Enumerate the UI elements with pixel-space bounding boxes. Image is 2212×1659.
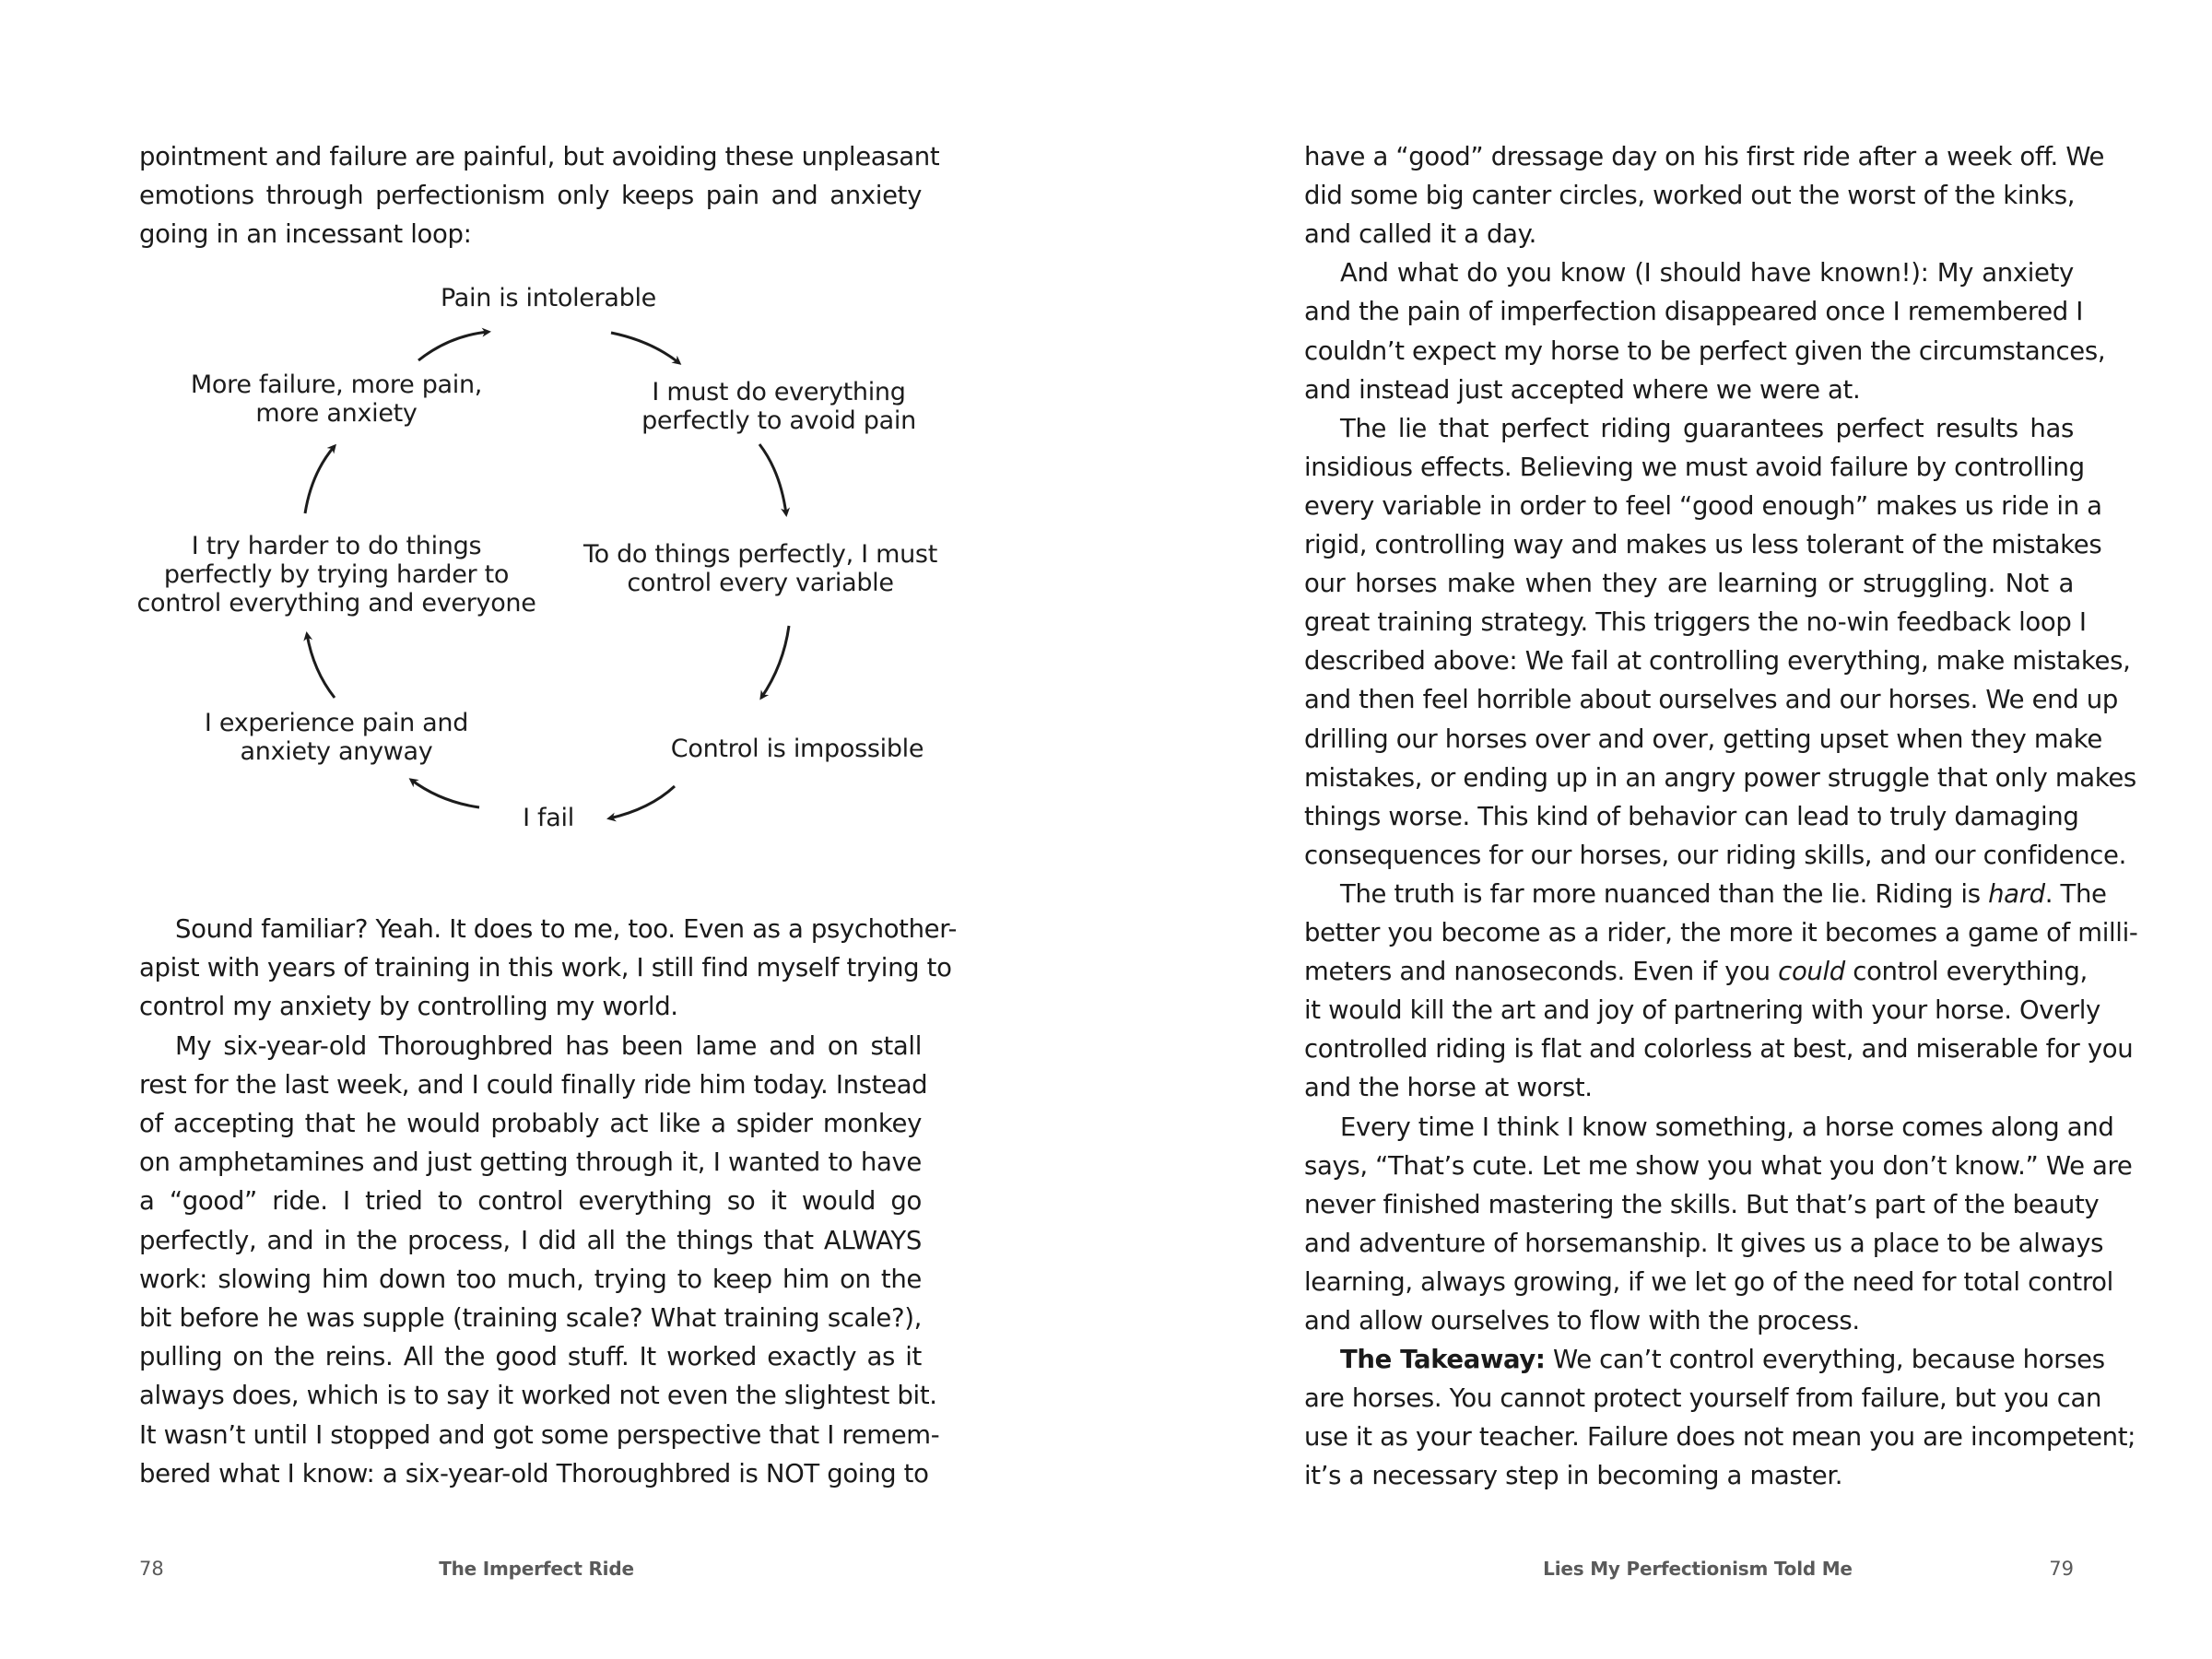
text-line: it would kill the art and joy of partnering with your horse. Overly [1304, 995, 2100, 1026]
text-line: described above: We fail at controlling everything, make mistakes, [1304, 646, 2131, 677]
text-line: And what do you know (I should have known!): My anxiety [1340, 258, 2074, 288]
emphasis: could [1778, 957, 1845, 987]
text-line: of accepting that he would probably act like a spider monkey [139, 1109, 922, 1138]
text-line: are horses. You cannot protect yourself from failure, but you can [1304, 1383, 2102, 1414]
text-line: couldn’t expect my horse to be perfect given the circumstances, [1304, 335, 2106, 366]
perfectionism-loop-diagram [0, 0, 1106, 885]
text-line: emotions through perfectionism only keeps pain and anxiety [139, 181, 922, 210]
running-head-right [1513, 1558, 1882, 1580]
text-line: better you become as a rider, the more it becomes a game of milli- [1304, 918, 2138, 947]
arrow-icon [609, 786, 675, 818]
right-page [1106, 0, 2212, 1659]
text-line: use it as your teacher. Failure does not mean you are incompetent; [1304, 1422, 2136, 1453]
text-line: It wasn’t until I stopped and got some perspective that I remem- [139, 1419, 940, 1450]
arrow-icon [759, 444, 786, 514]
node-label: I fail [523, 804, 574, 832]
diagram-node-i-fail [488, 804, 608, 832]
text-line: consequences for our horses, our riding skills, and our confidence. [1304, 840, 2126, 870]
arrow-icon [418, 332, 488, 360]
text-line: going in an incessant loop: [139, 219, 472, 249]
text-run: We can’t control everything, because horses [1545, 1345, 2105, 1375]
text-line: perfectly, and in the process, I did all the things that ALWAYS [139, 1225, 922, 1255]
text-line: bit before he was supple (training scale? What training scale?), [139, 1303, 922, 1333]
text-line: did some big canter circles, worked out the worst of the kinks, [1304, 181, 2076, 211]
node-label: control every variable [627, 569, 894, 597]
node-label: control everything and everyone [136, 589, 536, 618]
text-line: our horses make when they are learning or struggling. Not a [1304, 569, 2074, 599]
page-number: 78 [139, 1558, 164, 1580]
text-line: My six-year-old Thoroughbred has been lame and on stall [175, 1030, 922, 1061]
text-line: rigid, controlling way and makes us less tolerant of the mistakes [1304, 530, 2102, 559]
diagram-node-pain-intolerable [410, 284, 687, 312]
text-line [1304, 952, 2088, 991]
node-label: perfectly to avoid pain [641, 406, 916, 435]
text-line: have a “good” dressage day on his first ride after a week off. We [1304, 142, 2105, 171]
arrow-icon [307, 634, 335, 698]
text-line: The lie that perfect riding guarantees perfect results has [1340, 413, 2074, 443]
arrow-icon [305, 446, 335, 513]
text-line: and the pain of imperfection disappeared once I remembered I [1304, 297, 2084, 327]
text-line: and allow ourselves to flow with the process. [1304, 1306, 1860, 1335]
text-run: control everything, [1844, 957, 2088, 987]
text-line: drilling our horses over and over, getting upset when they make [1304, 724, 2102, 754]
text-line: says, “That’s cute. Let me show you what you don’t know.” We are [1304, 1150, 2133, 1181]
text-line: always does, which is to say it worked not even the slightest bit. [139, 1381, 937, 1411]
page-number: 79 [2049, 1558, 2074, 1580]
text-line: and the horse at worst. [1304, 1073, 1593, 1103]
diagram-node-experience-pain [180, 709, 493, 766]
node-label: I experience pain and [204, 709, 469, 737]
text-line: and called it a day. [1304, 219, 1537, 250]
text-line: things worse. This kind of behavior can lead to truly damaging [1304, 801, 2079, 831]
text-run: meters and nanoseconds. Even if you [1304, 957, 1779, 987]
text-line: and instead just accepted where we were at. [1304, 374, 1861, 405]
text-line: apist with years of training in this work, I still find myself trying to [139, 953, 952, 983]
node-label: To do things perfectly, I must [582, 540, 937, 569]
text-line: insidious effects. Believing we must avoid failure by controlling [1304, 452, 2085, 482]
arrow-icon [611, 333, 679, 363]
text-run: . The [2044, 878, 2107, 909]
text-line: control my anxiety by controlling my world. [139, 992, 678, 1022]
text-line [1304, 1340, 2105, 1379]
text-line: it’s a necessary step in becoming a master. [1304, 1461, 1843, 1491]
text-line: and then feel horrible about ourselves and our horses. We end up [1304, 685, 2118, 715]
node-label: I must do everything [652, 378, 906, 406]
diagram-node-must-do-perfectly [618, 378, 940, 435]
text-line: great training strategy. This triggers the no-win feedback loop I [1304, 607, 2087, 638]
diagram-node-control-impossible [645, 735, 949, 763]
text-line: controlled riding is flat and colorless at best, and miserable for you [1304, 1034, 2134, 1065]
diagram-node-more-failure [180, 371, 493, 428]
text-run: The truth is far more nuanced than the lie. Riding is [1340, 878, 1989, 909]
text-line: on amphetamines and just getting through it, I wanted to have [139, 1147, 922, 1178]
page-number-right [1982, 1558, 2074, 1580]
node-label: perfectly by trying harder to [163, 560, 510, 589]
text-line: never finished mastering the skills. But that’s part of the beauty [1304, 1189, 2100, 1219]
book-title: The Imperfect Ride [439, 1558, 634, 1580]
node-label: I try harder to do things [191, 532, 482, 560]
page-number-left [139, 1558, 164, 1580]
arrow-icon [411, 780, 479, 807]
text-line: work: slowing him down too much, trying to keep him on the [139, 1264, 922, 1294]
text-line: a “good” ride. I tried to control everything so it would go [139, 1186, 922, 1217]
arrow-icon [761, 626, 789, 698]
running-head-left [352, 1558, 721, 1580]
node-label: more anxiety [255, 399, 418, 428]
text-line: learning, always growing, if we let go of the need for total control [1304, 1266, 2113, 1297]
emphasis: hard [1988, 878, 2045, 909]
node-label: Pain is intolerable [441, 284, 656, 312]
chapter-title: Lies My Perfectionism Told Me [1543, 1558, 1853, 1580]
node-label: More failure, more pain, [190, 371, 483, 399]
text-line: pulling on the reins. All the good stuff. It worked exactly as it [139, 1342, 922, 1372]
text-line: pointment and failure are painful, but avoiding these unpleasant [139, 142, 940, 171]
text-line: Sound familiar? Yeah. It does to me, too. Even as a psychother- [175, 914, 958, 944]
text-line: every variable in order to feel “good enough” makes us ride in a [1304, 490, 2102, 521]
text-line: rest for the last week, and I could finally ride him today. Instead [139, 1069, 928, 1100]
node-label: Control is impossible [670, 735, 924, 763]
text-line [1304, 875, 2107, 913]
node-label: anxiety anyway [240, 737, 433, 766]
text-line: and adventure of horsemanship. It gives us a place to be always [1304, 1228, 2104, 1258]
text-line: bered what I know: a six-year-old Thoroughbred is NOT going to [139, 1458, 929, 1488]
diagram-node-try-harder [134, 532, 539, 618]
text-line: Every time I think I know something, a horse comes along and [1340, 1112, 2114, 1142]
text-line: mistakes, or ending up in an angry power struggle that only makes [1304, 762, 2136, 793]
bold-lead-in: The Takeaway: [1340, 1345, 1546, 1375]
diagram-node-control-every-variable [571, 540, 949, 597]
